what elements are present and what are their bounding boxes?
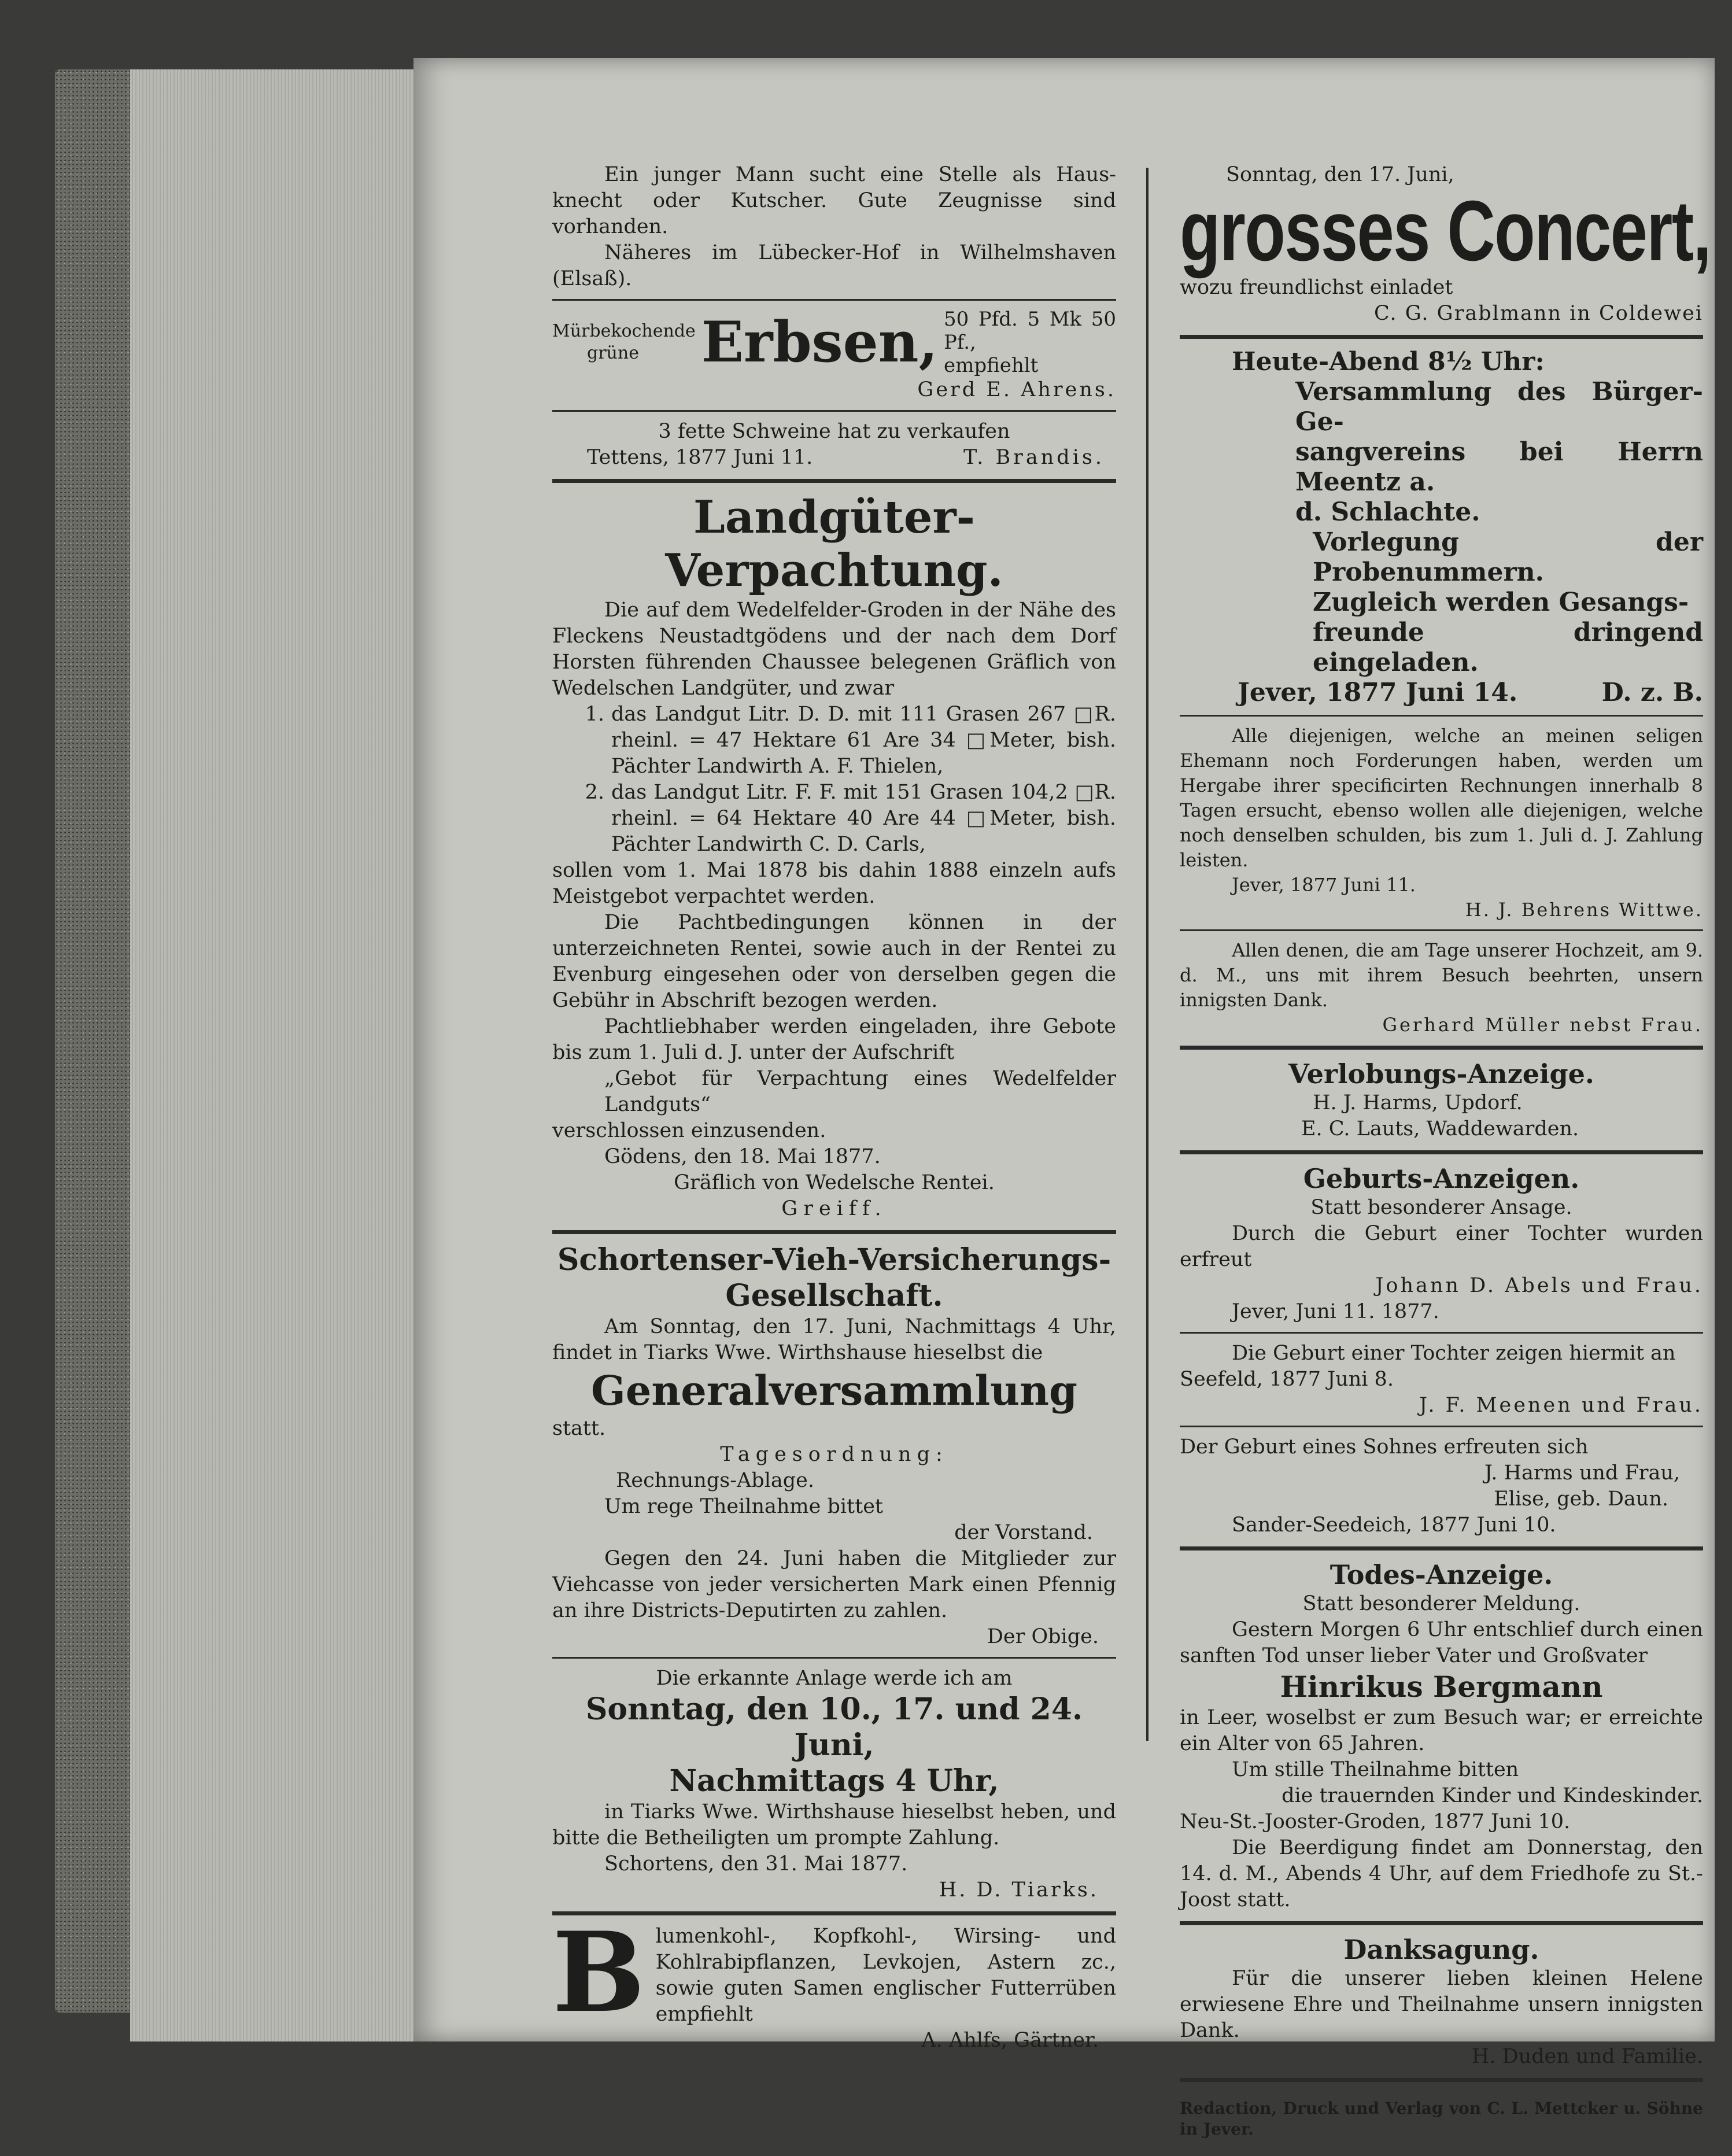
ad-text: d. Schlachte. bbox=[1295, 497, 1480, 527]
ad-text: Näheres im Lübecker-Hof in Wilhelmshaven (Elsaß). bbox=[552, 241, 1116, 290]
ad-headline: Hinrikus Bergmann bbox=[1280, 1670, 1603, 1704]
divider bbox=[552, 299, 1116, 301]
ad-signature: Gerhard Müller nebst Frau. bbox=[1382, 1014, 1703, 1036]
ad-text: Statt besonderer Ansage. bbox=[1310, 1196, 1572, 1219]
ad-text: „Gebot für Verpachtung eines Wedelfelder Landguts“ bbox=[604, 1067, 1116, 1116]
divider bbox=[1180, 1332, 1703, 1334]
erbsen-title: Erbsen, bbox=[701, 309, 938, 375]
ad-text: Der Geburt eines Sohnes erfreuten sich bbox=[1180, 1435, 1589, 1459]
divider bbox=[1180, 1546, 1703, 1550]
ad-headline: Generalversammlung bbox=[591, 1367, 1077, 1415]
right-column bbox=[1180, 162, 1711, 2156]
ad-place-date: Jever, 1877 Juni 11. bbox=[1232, 874, 1416, 896]
ad-text: freunde dringend eingeladen. bbox=[1313, 618, 1703, 677]
divider bbox=[1180, 715, 1703, 717]
divider bbox=[552, 479, 1116, 483]
list-number: 1. bbox=[585, 703, 604, 726]
ad-place-date: Schortens, den 31. Mai 1877. bbox=[604, 1852, 908, 1876]
divider bbox=[1180, 2078, 1703, 2082]
ad-text: Vorlegung der Probenummern. bbox=[1313, 527, 1703, 587]
ad-text: Versammlung des Bürger-Ge- bbox=[1295, 377, 1703, 437]
divider bbox=[552, 1657, 1116, 1659]
ad-text: Zugleich werden Gesangs- bbox=[1313, 588, 1689, 617]
ad-signature: Greiff. bbox=[781, 1197, 887, 1220]
ad-text: Die auf dem Wedelfelder-Groden in der Nähe des Fleckens Neustadtgödens und der nach dem Dorf Horsten führenden Chaussee belegenen Gräflich von Wedelschen Landgüter, und zwar bbox=[552, 599, 1116, 700]
ad-signature: J. F. Meenen und Frau. bbox=[1419, 1394, 1703, 1417]
ad-text: Gestern Morgen 6 Uhr entschlief durch einen sanften Tod unser lieber Vater und Großvater bbox=[1180, 1618, 1703, 1667]
ad-signature: J. Harms und Frau, bbox=[1484, 1461, 1680, 1485]
book-edge bbox=[55, 69, 130, 2013]
ad-danksagung bbox=[1180, 1933, 1703, 2070]
ad-blumenkohl bbox=[552, 1908, 1116, 2054]
ad-erbsen bbox=[552, 308, 1116, 403]
ad-signature: D. z. B. bbox=[1601, 678, 1703, 707]
ad-text: sollen vom 1. Mai 1878 bis dahin 1888 einzeln aufs Meistgebot verpachtet werden. bbox=[552, 859, 1116, 908]
ad-text: Am Sonntag, den 17. Juni, Nachmittags 4 Uhr, findet in Tiarks Wwe. Wirthshause hieselbst die bbox=[552, 1315, 1116, 1364]
ad-place-date: Seefeld, 1877 Juni 8. bbox=[1180, 1368, 1394, 1391]
divider bbox=[552, 410, 1116, 412]
ad-text: 50 Pfd. 5 Mk 50 Pf., bbox=[943, 308, 1116, 354]
ad-text: Durch die Geburt einer Tochter wurden erfreut bbox=[1180, 1222, 1703, 1271]
ad-text: Pachtliebhaber werden eingeladen, ihre Gebote bis zum 1. Juli d. J. unter der Aufschrift bbox=[552, 1015, 1116, 1064]
ad-headline: Sonntag, den 10., 17. und 24. Juni, bbox=[585, 1692, 1083, 1763]
ad-text: 3 fette Schweine hat zu verkaufen bbox=[658, 420, 1010, 443]
list-item bbox=[552, 780, 1116, 858]
column-divider bbox=[1146, 168, 1148, 1741]
list-text: das Landgut Litr. F. F. mit 151 Grasen 104,2 □R. rheinl. = 64 Hektare 40 Are 44 □Meter, bish. Pächter Landwirth C. D. Carls, bbox=[611, 781, 1116, 856]
ad-text: Mürbekochende bbox=[552, 321, 696, 341]
ad-text: verschlossen einzusenden. bbox=[552, 1119, 826, 1142]
ad-landgueter bbox=[552, 491, 1116, 1222]
ad-text: Gegen den 24. Juni haben die Mitglieder zur Viehcasse von jeder versicherten Mark einen Pfennig an ihre Districts-Deputirten zu zahlen. bbox=[552, 1547, 1116, 1622]
ad-text: wozu freundlichst einladet bbox=[1180, 276, 1453, 299]
ad-place-date: Jever, Juni 11. 1877. bbox=[1232, 1300, 1439, 1323]
ad-signature: die trauernden Kinder und Kindeskinder. bbox=[1282, 1784, 1703, 1807]
ad-signature: H. J. Behrens Wittwe. bbox=[1465, 899, 1703, 921]
ad-text: Allen denen, die am Tage unserer Hochzeit, am 9. d. M., uns mit ihrem Besuch beehrten, unsern innigsten Dank. bbox=[1180, 939, 1703, 1011]
ad-signature: Der Obige. bbox=[987, 1625, 1099, 1648]
ad-headline: Nachmittags 4 Uhr, bbox=[669, 1763, 999, 1799]
ad-todesanzeige bbox=[1180, 1559, 1703, 1913]
ad-text: Die Pachtbedingungen können in der unterzeichneten Rentei, sowie auch in der Rentei zu Evenburg eingesehen oder von derselben gegen die Gebühr in Abschrift bezogen werden. bbox=[552, 911, 1116, 1012]
ad-title: Gesellschaft. bbox=[725, 1278, 943, 1313]
ad-place-date: Sander-Seedeich, 1877 Juni 10. bbox=[1232, 1513, 1556, 1537]
ad-signature: H. Duden und Familie. bbox=[1471, 2045, 1703, 2068]
ad-title: Verlobungs-Anzeige. bbox=[1288, 1058, 1594, 1090]
ad-job-seeker bbox=[552, 162, 1116, 292]
ad-text: in Leer, woselbst er zum Besuch war; er erreichte ein Alter von 65 Jahren. bbox=[1180, 1706, 1703, 1755]
ad-title: Geburts-Anzeigen. bbox=[1303, 1163, 1580, 1194]
ad-text: empfiehlt bbox=[943, 354, 1039, 377]
ad-gesangverein bbox=[1180, 347, 1703, 708]
ad-text: Tagesordnung: bbox=[720, 1443, 948, 1466]
ad-headline: Heute-Abend 8½ Uhr: bbox=[1232, 347, 1545, 376]
divider bbox=[552, 1230, 1116, 1234]
ad-text: Die erkannte Anlage werde ich am bbox=[656, 1667, 1013, 1690]
ad-headline: grosses Concert, bbox=[1180, 183, 1711, 279]
ad-signature: H. D. Tiarks. bbox=[939, 1878, 1099, 1902]
ad-signature: Gräflich von Wedelsche Rentei. bbox=[674, 1171, 995, 1194]
list-text: das Landgut Litr. D. D. mit 111 Grasen 267 □R. rheinl. = 47 Hektare 61 Are 34 □Meter, bish. Pächter Landwirth A. F. Thielen, bbox=[611, 703, 1116, 778]
page-stack-edge bbox=[130, 69, 422, 2041]
ad-title: Danksagung. bbox=[1343, 1934, 1539, 1965]
ad-versicherung bbox=[552, 1242, 1116, 1650]
divider bbox=[1180, 929, 1703, 931]
divider bbox=[1180, 335, 1703, 339]
ad-text: statt. bbox=[552, 1417, 606, 1440]
list-item bbox=[552, 702, 1116, 780]
ad-text: Für die unserer lieben kleinen Helene erwiesene Ehre und Theilnahme unsern innigsten Dank. bbox=[1180, 1967, 1703, 2042]
ad-place-date: Gödens, den 18. Mai 1877. bbox=[604, 1145, 881, 1168]
ad-title: Schortenser-Vieh-Versicherungs- bbox=[557, 1242, 1111, 1278]
ad-title: Todes-Anzeige. bbox=[1330, 1559, 1553, 1590]
ad-signature: Johann D. Abels und Frau. bbox=[1375, 1274, 1703, 1297]
ad-text: Ein junger Mann sucht eine Stelle als Haus-knecht oder Kutscher. Gute Zeugnisse sind vorhanden. bbox=[552, 163, 1116, 238]
ad-text: sangvereins bei Herrn Meentz a. bbox=[1295, 437, 1703, 497]
divider bbox=[1180, 1150, 1703, 1154]
ad-place-date: Neu-St.-Jooster-Groden, 1877 Juni 10. bbox=[1180, 1810, 1571, 1833]
ad-text: Sonntag, den 17. Juni, bbox=[1226, 163, 1454, 186]
imprint-footer: Redaction, Druck und Verlag von C. L. Mettcker u. Söhne in Jever. bbox=[1180, 2099, 1703, 2139]
ad-title: Landgüter-Verpachtung. bbox=[665, 491, 1003, 597]
ad-initial: B bbox=[552, 1908, 645, 2037]
divider bbox=[1180, 1921, 1703, 1925]
ad-text: H. J. Harms, Updorf. bbox=[1313, 1091, 1523, 1114]
ad-behrens bbox=[1180, 723, 1703, 922]
ad-signature: der Vorstand. bbox=[954, 1521, 1093, 1544]
left-column bbox=[552, 162, 1116, 2054]
ad-signature: C. G. Grablmann in Coldewei bbox=[1373, 302, 1703, 325]
ad-text: lumenkohl-, Kopfkohl-, Wirsing- und Kohlrabipflanzen, Levkojen, Astern zc., sowie guten Samen englischer Futterrüben empfiehlt bbox=[655, 1925, 1116, 2026]
ad-text: Um rege Theilnahme bittet bbox=[604, 1495, 883, 1518]
ad-text: Die Beerdigung findet am Donnerstag, den 14. d. M., Abends 4 Uhr, auf dem Friedhofe zu St.-Joost statt. bbox=[1180, 1836, 1703, 1911]
ad-text: Alle diejenigen, welche an meinen seligen Ehemann noch Forderungen haben, werden um Hergabe ihrer specificirten Rechnungen innerhalb 8 Tagen ersucht, ebenso wollen alle diejenigen, welche noch denselben schulden, bis zum 1. Juli d. J. Zahlung leisten. bbox=[1180, 725, 1703, 871]
ad-signature: A. Ahlfs, Gärtner. bbox=[921, 2029, 1099, 2052]
ad-anlage bbox=[552, 1666, 1116, 1903]
list-number: 2. bbox=[585, 781, 604, 804]
ad-signature: Gerd E. Ahrens. bbox=[917, 378, 1116, 401]
erbsen-headline bbox=[552, 308, 1116, 377]
ad-place-date: Jever, 1877 Juni 14. bbox=[1238, 678, 1518, 707]
ad-concert bbox=[1180, 162, 1711, 327]
ad-text: Rechnungs-Ablage. bbox=[616, 1469, 815, 1492]
ad-signature: Elise, geb. Daun. bbox=[1494, 1487, 1668, 1511]
divider bbox=[1180, 1046, 1703, 1050]
ad-verlobung bbox=[1180, 1058, 1703, 1142]
ad-text: Die Geburt einer Tochter zeigen hiermit an bbox=[1232, 1342, 1676, 1365]
divider bbox=[1180, 1426, 1703, 1427]
ad-text: Statt besonderer Meldung. bbox=[1302, 1592, 1580, 1615]
ad-text: in Tiarks Wwe. Wirthshause hieselbst heben, und bitte die Betheiligten um prompte Zahlung. bbox=[552, 1800, 1116, 1849]
ad-signature: T. Brandis. bbox=[963, 446, 1105, 469]
ad-text: grüne bbox=[587, 343, 639, 363]
ad-text: E. C. Lauts, Waddewarden. bbox=[1301, 1117, 1579, 1140]
ad-geburt bbox=[1180, 1162, 1703, 1538]
ad-schweine bbox=[552, 419, 1116, 471]
ad-hochzeit bbox=[1180, 938, 1703, 1038]
ad-text: Um stille Theilnahme bitten bbox=[1232, 1758, 1519, 1781]
ad-place-date: Tettens, 1877 Juni 11. bbox=[587, 446, 813, 469]
